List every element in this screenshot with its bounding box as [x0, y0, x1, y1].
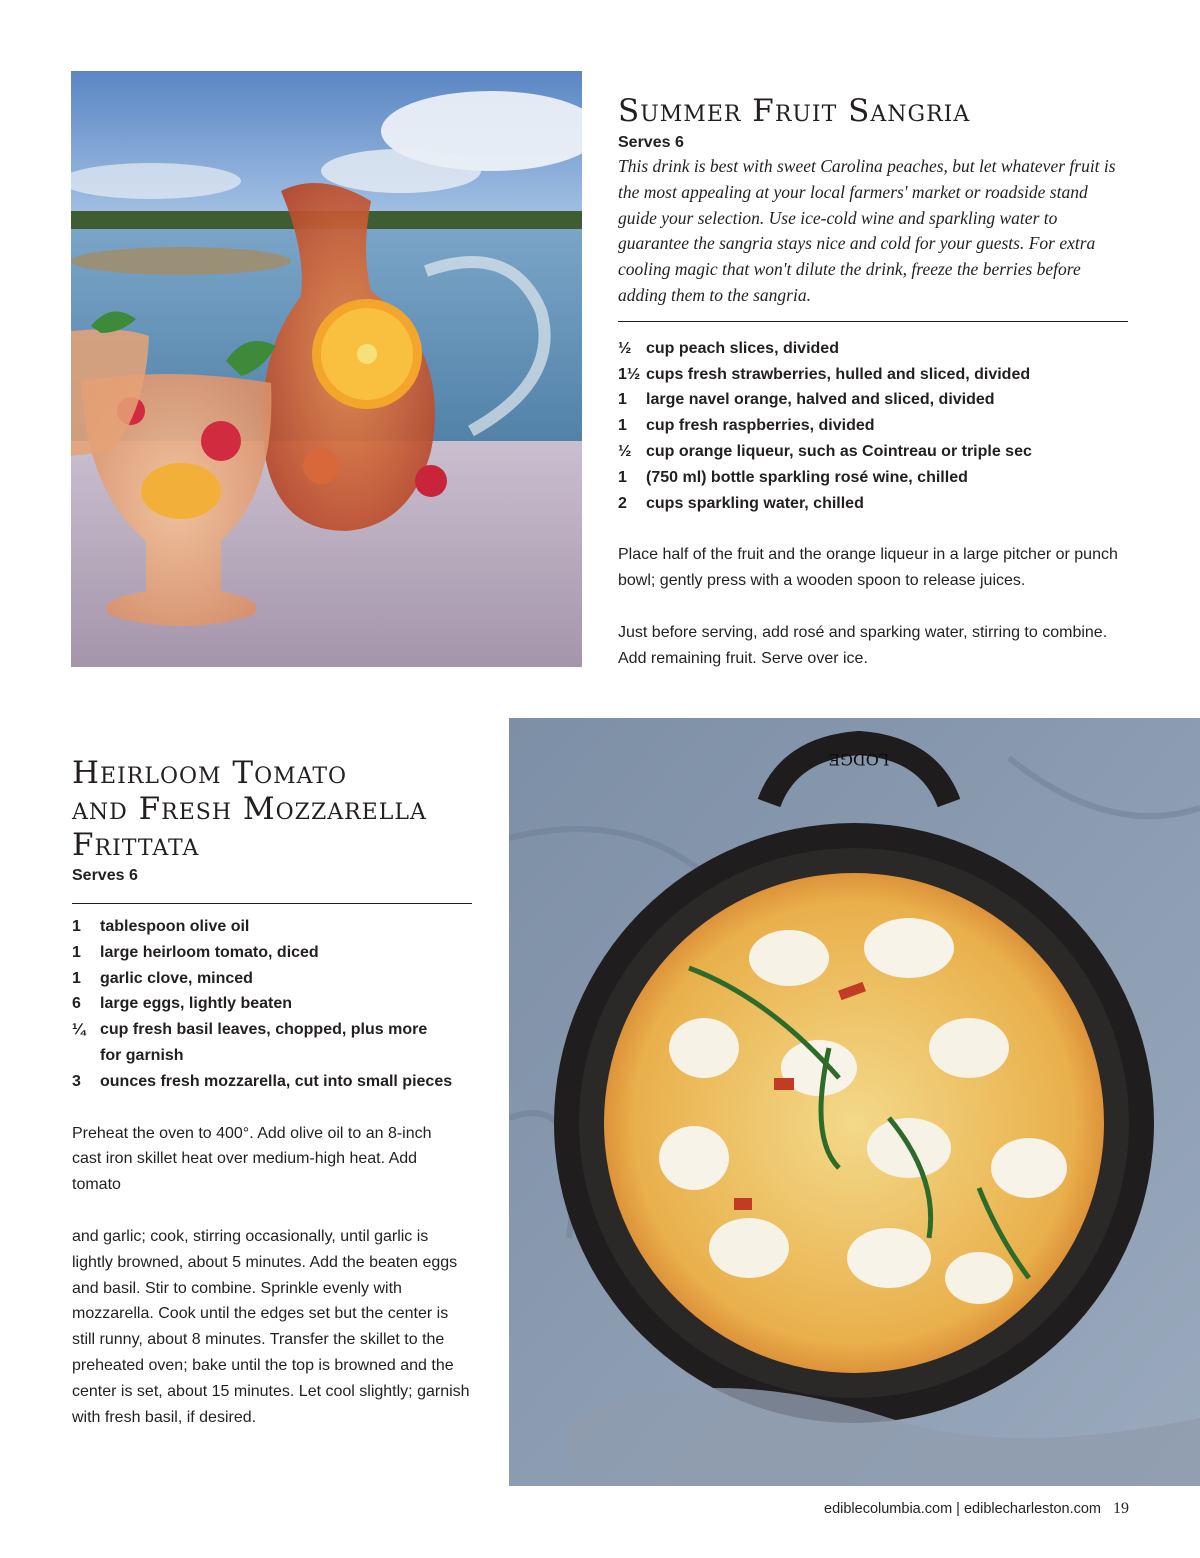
- sangria-intro: This drink is best with sweet Carolina peaches, but let whatever fruit is the most appealing at your local farmers' market or roadside stand guide your selection. Use ice-cold wine and sparkling water to guarantee the sangria stays nice and cold for your guests. For extra cooling magic that won't dilute the drink, freeze the berries before adding them to the sangria.: [618, 156, 1116, 305]
- ingredient-qty: ¼: [72, 1021, 86, 1039]
- page-footer: [824, 1500, 1129, 1518]
- ingredient-line: [618, 439, 1128, 465]
- ingredient-qty: 1: [618, 417, 627, 435]
- ingredient-qty: 1: [72, 943, 81, 961]
- ingredient-line: [72, 914, 474, 940]
- ingredient-line: [618, 413, 1128, 439]
- ingredient-item: large heirloom tomato, diced: [100, 943, 319, 961]
- ingredient-line: [618, 465, 1128, 491]
- ingredient-qty: 6: [72, 995, 81, 1013]
- ingredient-line: [72, 966, 474, 992]
- frittata-divider: [72, 903, 472, 904]
- ingredient-item: cups sparkling water, chilled: [646, 494, 864, 512]
- ingredient-qty: 1: [72, 969, 81, 987]
- ingredient-item: cup orange liqueur, such as Cointreau or triple sec: [646, 442, 1032, 460]
- ingredient-qty: 1: [618, 468, 627, 486]
- sangria-step-1: Place half of the fruit and the orange liqueur in a large pitcher or punch bowl; gently press with a wooden spoon to release juices.: [618, 546, 1118, 590]
- ingredient-line: [618, 491, 1128, 517]
- ingredient-item: large eggs, lightly beaten: [100, 995, 293, 1013]
- ingredient-line: [72, 991, 474, 1017]
- ingredient-item: garlic clove, minced: [100, 969, 253, 987]
- ingredient-item: tablespoon olive oil: [100, 918, 250, 935]
- skillet-brand-emboss: LODGE: [828, 750, 890, 769]
- page-number: 19: [1113, 1500, 1129, 1517]
- sangria-divider: [618, 321, 1128, 322]
- frittata-title-line: and Fresh Mozzarella: [72, 791, 427, 827]
- ingredient-line: [618, 387, 1128, 413]
- ingredient-qty: ½: [618, 339, 632, 357]
- ingredient-qty: 3: [72, 1072, 81, 1090]
- ingredient-qty: 2: [618, 494, 627, 512]
- frittata-title-line: Heirloom Tomato: [72, 755, 348, 791]
- ingredient-item: cup fresh basil leaves, chopped, plus more for garnish: [100, 1021, 428, 1064]
- frittata-ingredients: [72, 914, 474, 1095]
- frittata-photo: [509, 718, 1200, 1486]
- frittata-serves: Serves 6: [72, 867, 138, 884]
- ingredient-line: [72, 940, 474, 966]
- sangria-ingredients: [618, 336, 1128, 517]
- ingredient-line: [72, 1017, 474, 1069]
- ingredient-line: [72, 1069, 474, 1095]
- sangria-step-2: Just before serving, add rosé and sparking water, stirring to combine. Add remaining fruit. Serve over ice.: [618, 623, 1108, 667]
- ingredient-item: (750 ml) bottle sparkling rosé wine, chilled: [646, 468, 968, 486]
- ingredient-item: large navel orange, halved and sliced, divided: [646, 391, 995, 409]
- frittata-title: [72, 755, 474, 863]
- sangria-photo: [71, 71, 582, 667]
- sangria-title: Summer Fruit Sangria: [618, 93, 971, 129]
- ingredient-qty: 1½: [618, 365, 641, 383]
- ingredient-qty: 1: [72, 918, 81, 935]
- ingredient-line: [618, 336, 1128, 362]
- ingredient-item: cup peach slices, divided: [646, 339, 839, 357]
- sangria-serves: Serves 6: [618, 134, 684, 151]
- ingredient-qty: 1: [618, 391, 627, 409]
- ingredient-qty: ½: [618, 442, 632, 460]
- ingredient-item: cups fresh strawberries, hulled and sliced, divided: [646, 365, 1031, 383]
- frittata-step-2: and garlic; cook, stirring occasionally, until garlic is lightly browned, about 5 minutes. Add the beaten eggs and basil. Stir to combine. Sprinkle evenly with mozzarella. Cook until the edges set but the center is still runny, about 8 minutes. Transfer the skillet to the preheated oven; bake until the top is browned and the center is set, about 15 minutes. Let cool slightly; garnish with fresh basil, if desired.: [72, 1227, 470, 1426]
- frittata-title-line: Frittata: [72, 827, 200, 863]
- ingredient-item: cup fresh raspberries, divided: [646, 417, 875, 435]
- sangria-recipe: [618, 92, 1128, 672]
- frittata-recipe: [72, 755, 474, 1430]
- frittata-step-1: Preheat the oven to 400°. Add olive oil to an 8-inch cast iron skillet heat over medium-high heat. Add tomato: [72, 1124, 432, 1194]
- ingredient-item: ounces fresh mozzarella, cut into small pieces: [100, 1072, 453, 1090]
- footer-websites: ediblecolumbia.com | ediblecharleston.com: [824, 1501, 1101, 1517]
- ingredient-line: [618, 362, 1128, 388]
